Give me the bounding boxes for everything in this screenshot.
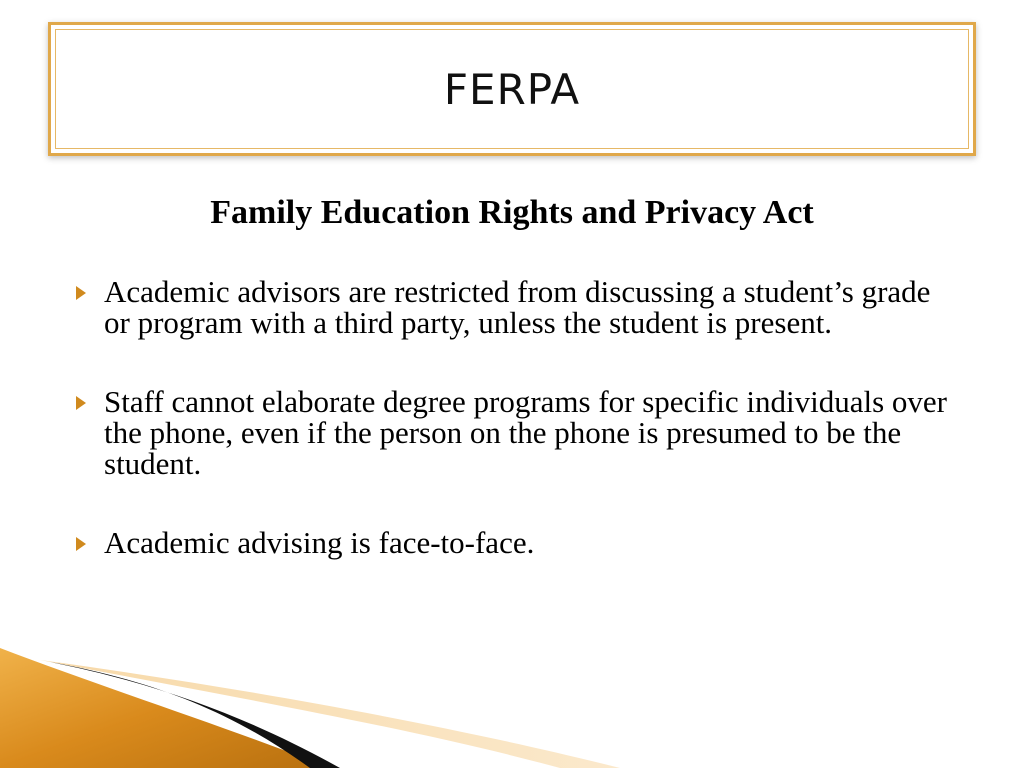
slide-subtitle: Family Education Rights and Privacy Act: [210, 194, 814, 231]
triangle-bullet-icon: [76, 396, 86, 410]
slide-title: FERPA: [443, 64, 581, 114]
title-frame: [48, 22, 976, 156]
bullet-item: [72, 276, 952, 338]
triangle-bullet-icon: [76, 286, 86, 300]
peach-wedge-shape: [40, 660, 620, 768]
triangle-bullet-icon: [76, 537, 86, 551]
bullet-text: Staff cannot elaborate degree programs for specific individuals over the phone, even if the person on the phone is presumed to be the student.: [104, 384, 947, 481]
bullet-text: Academic advising is face-to-face.: [104, 525, 535, 560]
bullet-text: Academic advisors are restricted from discussing a student’s grade or program with a third party, unless the student is present.: [104, 274, 931, 340]
black-swoosh-shape: [50, 662, 340, 768]
title-frame-inner: [55, 29, 969, 149]
gold-wedge-shape: [0, 648, 330, 768]
bullet-item: [72, 527, 952, 558]
bullet-item: [72, 386, 952, 479]
bullet-list: [72, 276, 952, 606]
